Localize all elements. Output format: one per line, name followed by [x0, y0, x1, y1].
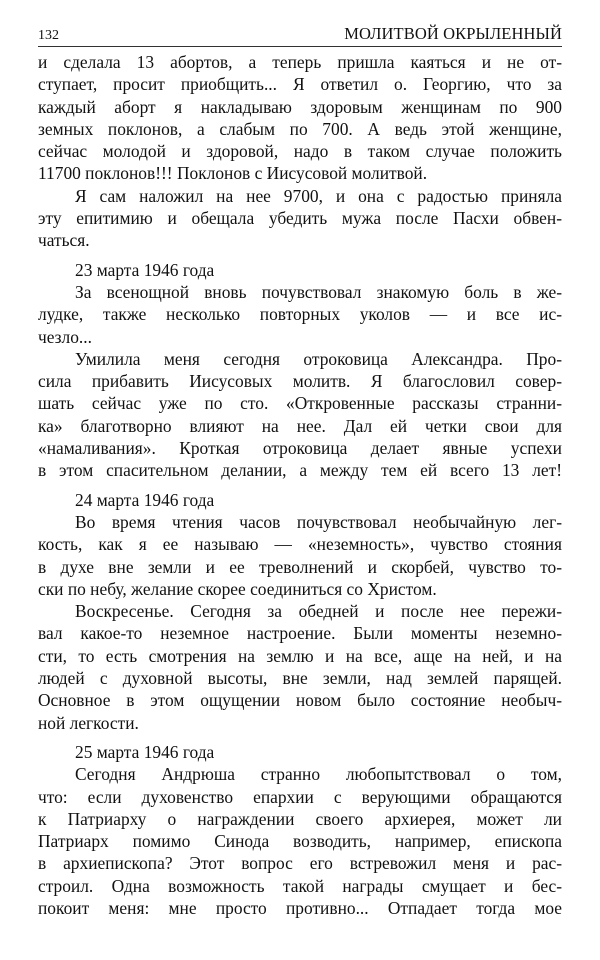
- diary-date-heading: 24 марта 1946 года: [75, 489, 215, 510]
- text-line: каждый аборт я накладываю здоровым женщинам по 900: [38, 96, 562, 117]
- text-line: лудке, также несколько повторных уколов — и все ис-: [38, 304, 562, 325]
- page-body: [38, 51, 562, 919]
- text-line: Воскресенье. Сегодня за обедней и после нее пережи-: [75, 601, 562, 622]
- text-line: в архиепископа? Этот вопрос его встревожил меня и рас-: [38, 853, 562, 874]
- text-line: Патриарх помимо Синода возводить, например, епископа: [38, 831, 562, 852]
- text-line: 11700 поклонов!!! Поклонов с Иисусовой молитвой.: [38, 163, 428, 184]
- paragraph: [38, 763, 562, 919]
- book-page: [38, 18, 562, 919]
- text-line: эту епитимию и обещала убедить мужа после Пасхи обвен-: [38, 208, 562, 229]
- text-line: кость, как я ее называю — «неземность», чувство стояния: [38, 534, 562, 555]
- text-line: покоит меня: мне просто противно... Отпадает тогда мое: [38, 897, 562, 918]
- text-line: ка» благотворно влияют на нее. Дал ей четки свои для: [38, 415, 562, 436]
- text-line: Во время чтения часов почувствовал необычайную лег-: [75, 511, 562, 532]
- paragraph: [38, 511, 562, 600]
- text-line: За всенощной вновь почувствовал знакомую боль в же-: [75, 281, 562, 302]
- text-line: Умилила меня сегодня отроковица Александра. Про-: [75, 348, 562, 369]
- page-number: 132: [38, 28, 59, 43]
- text-line: чаться.: [38, 230, 90, 251]
- text-line: «намаливания». Кроткая отроковица делает явные успехи: [38, 438, 562, 459]
- text-line: строил. Одна возможность такой награды смущает и бес-: [38, 875, 562, 896]
- text-line: к Патриарху о награждении своего архиерея, может ли: [38, 808, 562, 829]
- text-line: Я сам наложил на нее 9700, и она с радостью приняла: [75, 185, 562, 206]
- text-line: Основное в этом ощущении новом было состояние необыч-: [38, 690, 562, 711]
- text-line: шать сейчас уже по сто. «Откровенные рассказы странни-: [38, 393, 562, 414]
- paragraph: [38, 600, 562, 734]
- text-line: земных поклонов, а слабым по 700. А ведь этой женщине,: [38, 118, 562, 139]
- text-line: сейчас молодой и здоровой, надо в таком случае положить: [38, 141, 562, 162]
- diary-date-heading: 23 марта 1946 года: [75, 259, 215, 280]
- text-line: чезло...: [38, 326, 92, 347]
- text-line: Сегодня Андрюша странно любопытствовал о том,: [75, 764, 562, 785]
- text-line: сти, то есть смотрения на землю и на все, аще на ней, и на: [38, 645, 562, 666]
- text-line: людей с духовной высоты, вне земли, над землей парящей.: [38, 668, 562, 689]
- diary-date-heading: 25 марта 1946 года: [75, 741, 215, 762]
- running-header: [38, 18, 562, 47]
- paragraph: [38, 281, 562, 348]
- paragraph: [38, 51, 562, 185]
- text-line: что: если духовенство епархии с верующими обращаются: [38, 786, 562, 807]
- text-line: в этом спасительном делании, а между тем ей всего 13 лет!: [38, 460, 562, 481]
- text-line: ной легкости.: [38, 712, 139, 733]
- text-line: и сделала 13 абортов, а теперь пришла каяться и не от-: [38, 52, 562, 72]
- paragraph: [38, 348, 562, 482]
- text-line: сила прибавить Иисусовых молитв. Я благословил совер-: [38, 371, 562, 392]
- paragraph: [38, 185, 562, 252]
- running-title: МОЛИТВОЙ ОКРЫЛЕННЫЙ: [344, 24, 562, 43]
- text-line: вал какое-то неземное настроение. Были моменты неземно-: [38, 623, 562, 644]
- text-line: ступает, просит приобщить... Я ответил о. Георгию, что за: [38, 74, 562, 95]
- text-line: ски по небу, желание скорее соединиться со Христом.: [38, 578, 437, 599]
- text-line: в духе вне земли и ее треволнений и скорбей, чувство то-: [38, 556, 562, 577]
